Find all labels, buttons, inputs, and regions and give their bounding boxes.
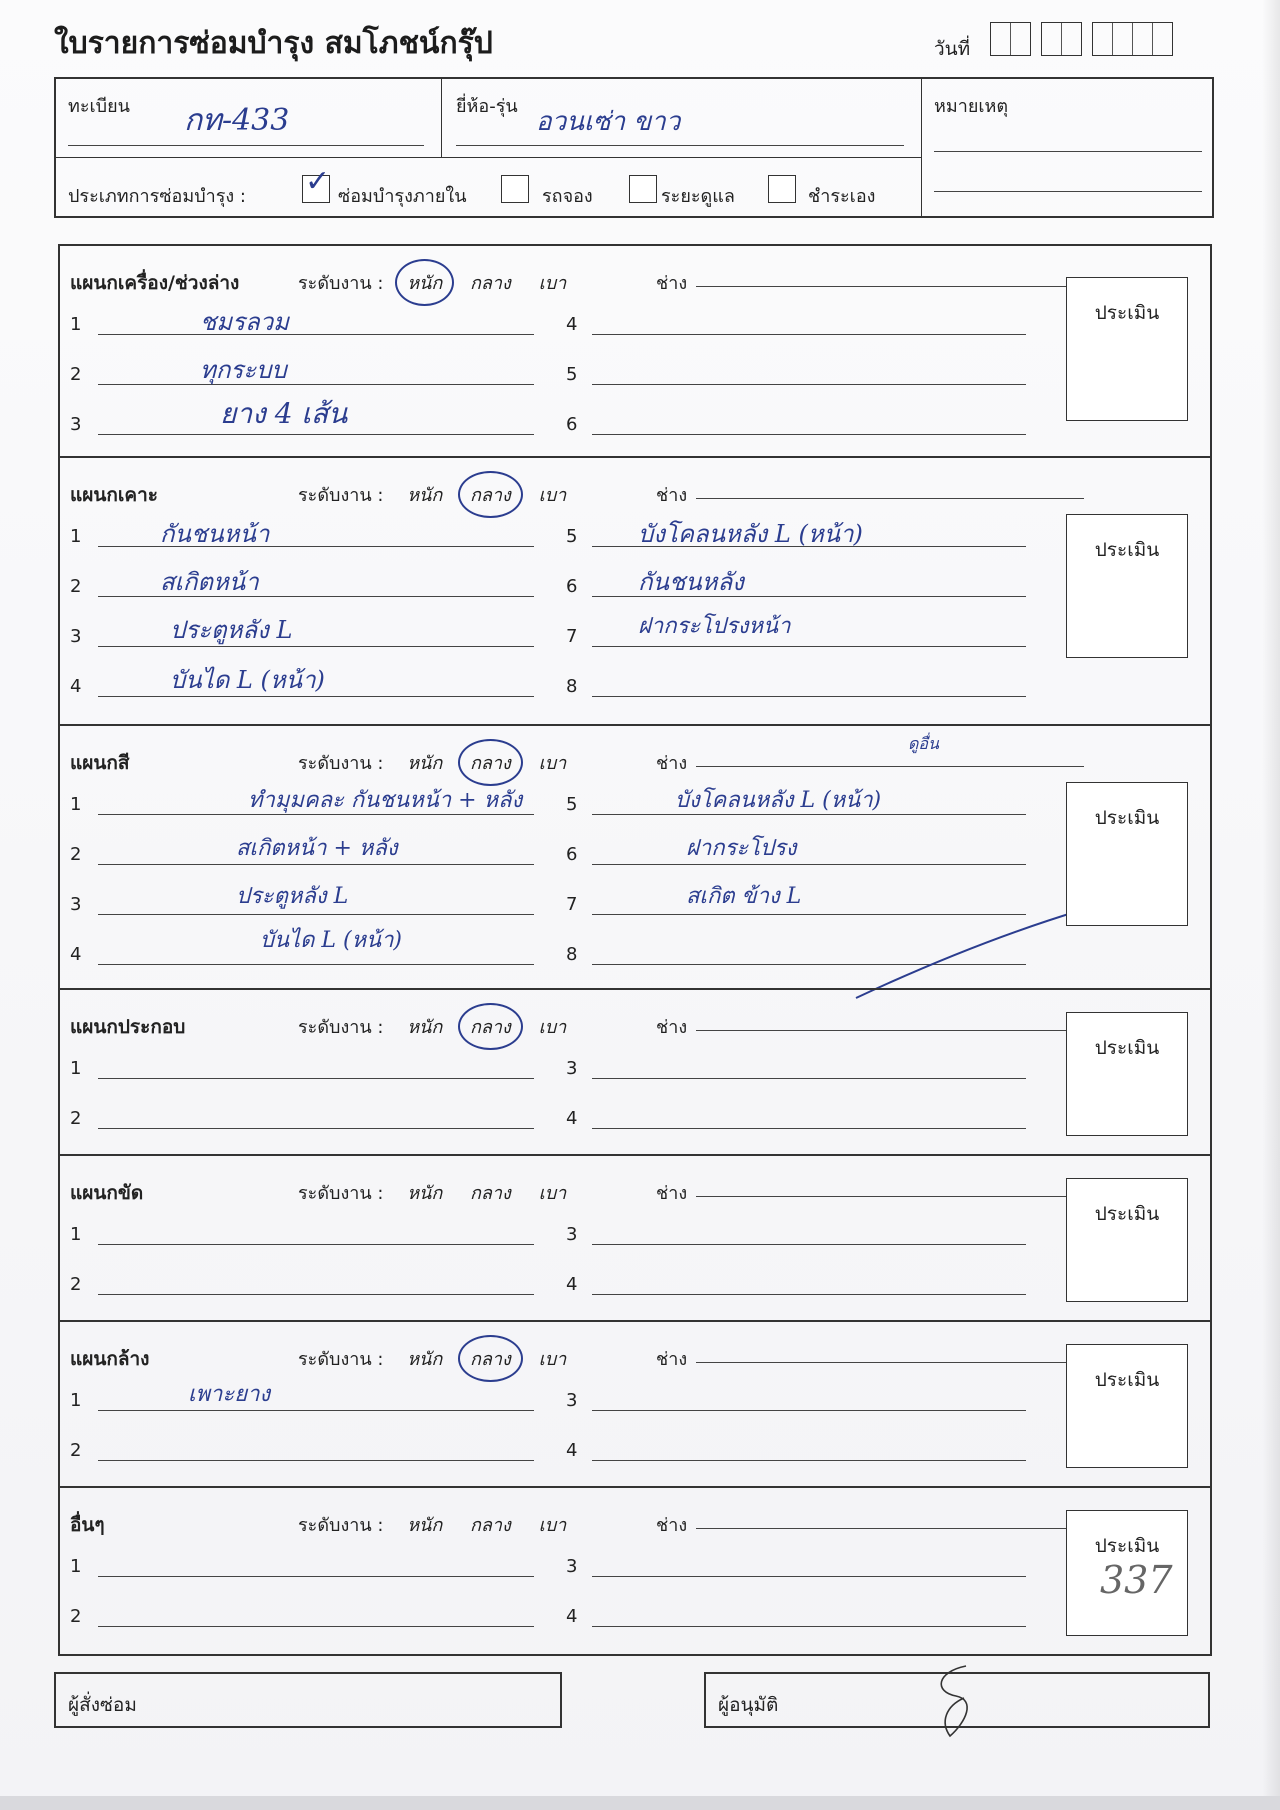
technician-label: ช่าง — [656, 1183, 688, 1204]
evaluation-box[interactable] — [1066, 1178, 1188, 1302]
paint-item-7[interactable]: สเกิต ข้าง L — [686, 884, 802, 909]
evaluation-label: ประเมิน — [1094, 1037, 1160, 1059]
level-light[interactable]: เบา — [538, 1017, 567, 1038]
requester-label: ผู้สั่งซ่อม — [68, 1694, 137, 1716]
section-name: แผนกสี — [70, 752, 130, 774]
level-light[interactable]: เบา — [538, 1183, 567, 1204]
section-engine: แผนกเครื่อง/ช่วงล่าง ระดับงาน : หนัก กลาง เบา ช่าง 1 2 3 4 5 6 ชมรลวม ทุกระบบ ยาง 4 เส้น ประเมิน — [58, 244, 1212, 458]
level-medium[interactable]: กลาง — [470, 1183, 511, 1204]
engine-item-2[interactable]: ทุกระบบ — [200, 356, 287, 384]
work-level: ระดับงาน : หนัก กลาง เบา — [298, 268, 570, 297]
technician-label: ช่าง — [656, 485, 688, 506]
evaluation-box[interactable] — [1066, 782, 1188, 926]
level-light[interactable]: เบา — [538, 273, 567, 294]
technician-label: ช่าง — [656, 1349, 688, 1370]
work-level: ระดับงาน : หนัก กลาง เบา — [298, 480, 570, 509]
level-heavy[interactable]: หนัก — [403, 268, 446, 297]
body-item-5[interactable]: บังโคลนหลัง L (หน้า) — [638, 520, 863, 548]
approver-signature — [926, 1662, 986, 1742]
date-label: วันที่ — [934, 38, 971, 60]
checkbox-maintenance[interactable] — [629, 175, 657, 203]
level-medium[interactable]: กลาง — [466, 1344, 515, 1373]
level-medium[interactable]: กลาง — [470, 273, 511, 294]
evaluation-score[interactable]: 337 — [1100, 1558, 1173, 1602]
repair-type-self-pay: ชำระเอง — [808, 186, 876, 207]
checkbox-reserved[interactable] — [501, 175, 529, 203]
evaluation-box[interactable] — [1066, 1344, 1188, 1468]
technician-label: ช่าง — [656, 1515, 688, 1536]
level-heavy[interactable]: หนัก — [407, 1017, 443, 1038]
level-heavy[interactable]: หนัก — [407, 485, 443, 506]
level-light[interactable]: เบา — [538, 1515, 567, 1536]
checkbox-internal[interactable] — [302, 164, 331, 203]
body-item-3[interactable]: ประตูหลัง L — [170, 616, 293, 644]
paint-item-4[interactable]: บันได L (หน้า) — [260, 928, 403, 953]
wash-item-1[interactable]: เพาะยาง — [188, 1382, 271, 1407]
section-name: แผนกประกอบ — [70, 1016, 186, 1038]
evaluation-label: ประเมิน — [1094, 1203, 1160, 1225]
level-heavy[interactable]: หนัก — [407, 1349, 443, 1370]
paint-item-6[interactable]: ฝากระโปรง — [686, 836, 797, 861]
checkbox-self-pay[interactable] — [768, 175, 796, 203]
work-level: ระดับงาน : หนัก กลาง เบา — [298, 1012, 570, 1041]
level-medium[interactable]: กลาง — [466, 748, 515, 777]
work-level: ระดับงาน : หนัก กลาง เบา — [298, 1510, 570, 1539]
date-boxes[interactable] — [990, 22, 1173, 56]
brand-model-value[interactable]: อวนเซ่า ขาว — [536, 107, 681, 137]
section-wash: แผนกล้าง ระดับงาน : หนัก กลาง เบา ช่าง 1 2 3 4 เพาะยาง ประเมิน — [58, 1320, 1212, 1488]
check-icon: ✓ — [305, 164, 331, 199]
section-name: แผนกล้าง — [70, 1348, 150, 1370]
level-heavy[interactable]: หนัก — [407, 1183, 443, 1204]
level-light[interactable]: เบา — [538, 1349, 567, 1370]
level-medium[interactable]: กลาง — [466, 1012, 515, 1041]
evaluation-box[interactable] — [1066, 277, 1188, 421]
level-light[interactable]: เบา — [538, 753, 567, 774]
repair-type-internal: ซ่อมบำรุงภายใน — [338, 186, 467, 207]
paint-item-5[interactable]: บังโคลนหลัง L (หน้า) — [675, 788, 882, 813]
evaluation-label: ประเมิน — [1094, 1369, 1160, 1391]
approver-label: ผู้อนุมัติ — [718, 1694, 779, 1716]
level-medium[interactable]: กลาง — [470, 1515, 511, 1536]
approver-box[interactable] — [704, 1672, 1210, 1728]
body-item-1[interactable]: กันชนหน้า — [160, 520, 270, 548]
body-item-6[interactable]: กันชนหลัง — [638, 568, 744, 596]
section-body: แผนกเคาะ ระดับงาน : หนัก กลาง เบา ช่าง 1 2 3 4 5 6 7 8 กันชนหน้า สเกิตหน้า ประตูหลัง L บันได L (หน้า) บังโคลนหลัง L (หน้า) กันชนหลัง ฝากระโปรงหน้า ประเมิน — [58, 456, 1212, 726]
technician-label: ช่าง — [656, 1017, 688, 1038]
section-name: แผนกเครื่อง/ช่วงล่าง — [70, 272, 240, 294]
section-name: แผนกเคาะ — [70, 484, 158, 506]
level-light[interactable]: เบา — [538, 485, 567, 506]
evaluation-box[interactable] — [1066, 514, 1188, 658]
technician-label: ช่าง — [656, 753, 688, 774]
evaluation-box[interactable] — [1066, 1012, 1188, 1136]
vehicle-info-box — [54, 77, 1214, 218]
work-level: ระดับงาน : หนัก กลาง เบา — [298, 1344, 570, 1373]
repair-type-maintenance: ระยะดูแล — [661, 186, 735, 207]
section-other: อื่นๆ ระดับงาน : หนัก กลาง เบา ช่าง 1 2 3 4 ประเมิน 337 — [58, 1486, 1212, 1656]
repair-type-label: ประเภทการซ่อมบำรุง : — [68, 186, 246, 207]
requester-box[interactable] — [54, 1672, 562, 1728]
body-item-4[interactable]: บันได L (หน้า) — [170, 666, 325, 694]
level-heavy[interactable]: หนัก — [407, 753, 443, 774]
remarks-label: หมายเหตุ — [934, 96, 1009, 117]
evaluation-label: ประเมิน — [1094, 539, 1160, 561]
engine-item-3[interactable]: ยาง 4 เส้น — [220, 397, 348, 430]
form-title: ใบรายการซ่อมบำรุง สมโภชน์กรุ๊ป — [54, 26, 493, 61]
level-medium[interactable]: กลาง — [466, 480, 515, 509]
section-name: แผนกขัด — [70, 1182, 144, 1204]
repair-type-reserved: รถจอง — [542, 186, 593, 207]
evaluation-label: ประเมิน — [1094, 807, 1160, 829]
paint-item-2[interactable]: สเกิตหน้า + หลัง — [236, 836, 398, 861]
registration-label: ทะเบียน — [68, 96, 130, 117]
body-item-2[interactable]: สเกิตหน้า — [160, 568, 259, 596]
technician-label: ช่าง — [656, 273, 688, 294]
section-polish: แผนกขัด ระดับงาน : หนัก กลาง เบา ช่าง 1 2 3 4 ประเมิน — [58, 1154, 1212, 1322]
level-heavy[interactable]: หนัก — [407, 1515, 443, 1536]
body-item-7[interactable]: ฝากระโปรงหน้า — [638, 614, 791, 639]
registration-value[interactable]: กท-433 — [184, 103, 290, 138]
section-paint: แผนกสี ระดับงาน : หนัก กลาง เบา ช่าง 1 2 3 4 5 6 7 8 ทำมุมคละ กันชนหน้า + หลัง สเกิตหน้า + หลัง ประตูหลัง L บันได L (หน้า) บังโคลนหลัง L (หน้า) ฝากระโปรง สเกิต ข้าง L ดูอื่น ประเมิน — [58, 724, 1212, 990]
evaluation-label: ประเมิน — [1094, 1535, 1160, 1557]
brand-model-label: ยี่ห้อ-รุ่น — [456, 96, 518, 117]
section-assembly: แผนกประกอบ ระดับงาน : หนัก กลาง เบา ช่าง 1 2 3 4 ประเมิน — [58, 988, 1212, 1156]
engine-item-1[interactable]: ชมรลวม — [200, 308, 290, 336]
paint-item-3[interactable]: ประตูหลัง L — [236, 884, 349, 909]
paint-item-1[interactable]: ทำมุมคละ กันชนหน้า + หลัง — [248, 788, 523, 813]
work-level: ระดับงาน : หนัก กลาง เบา — [298, 1178, 570, 1207]
section-name: อื่นๆ — [70, 1514, 105, 1536]
paint-note: ดูอื่น — [908, 734, 939, 753]
evaluation-label: ประเมิน — [1094, 302, 1160, 324]
work-level: ระดับงาน : หนัก กลาง เบา — [298, 748, 570, 777]
